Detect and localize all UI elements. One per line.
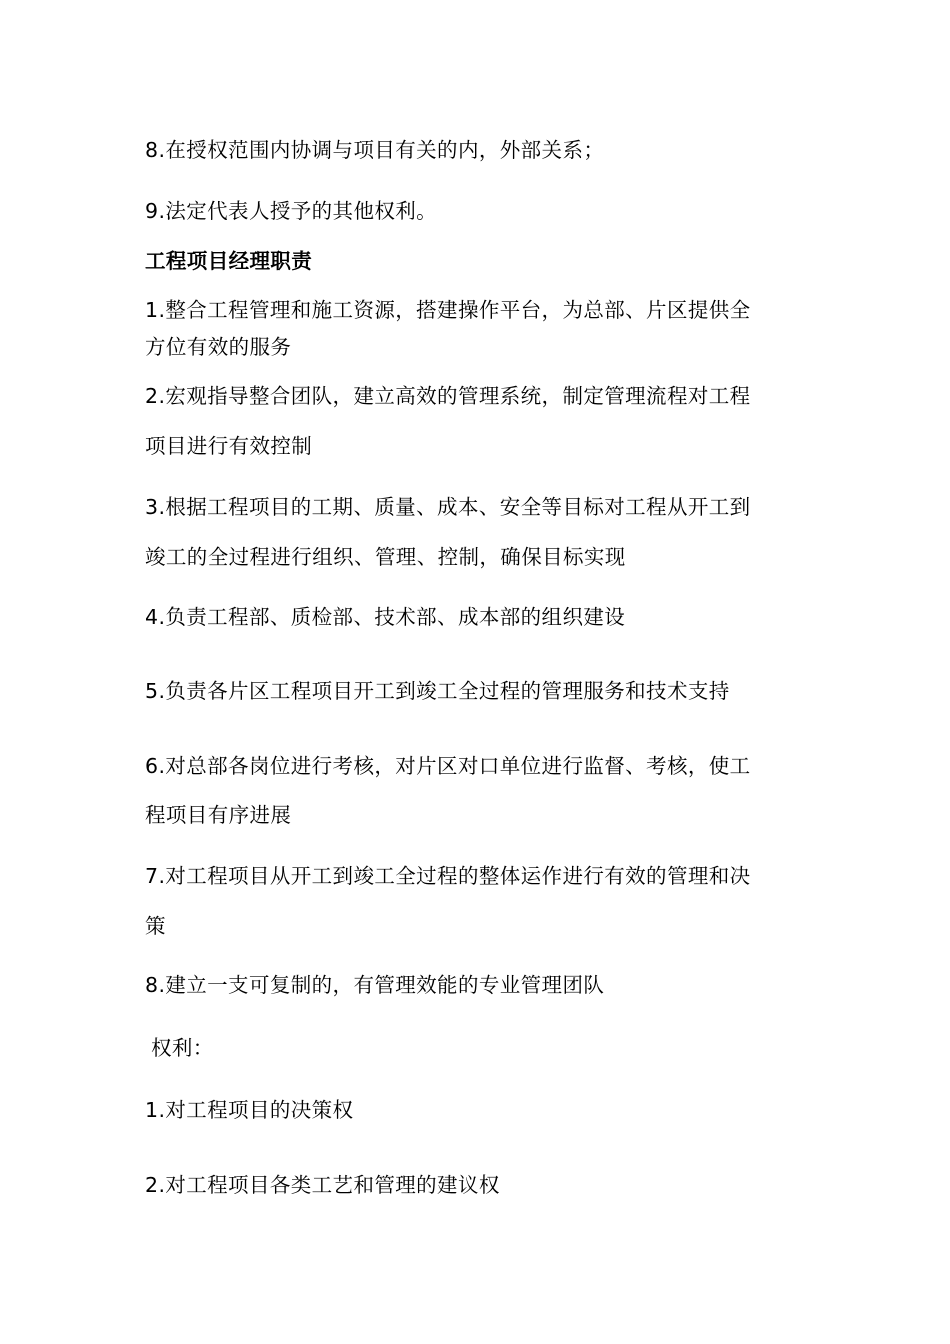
- text-line-duty-6-cont: 程项目有序进展: [145, 803, 292, 827]
- text-line-authority-9: 9.法定代表人授予的其他权利。: [145, 199, 438, 223]
- text-line-duty-5: 5.负责各片区工程项目开工到竣工全过程的管理服务和技术支持: [145, 679, 730, 703]
- text-line-authority-8: 8.在授权范围内协调与项目有关的内，外部关系；: [145, 138, 605, 162]
- text-line-duty-3: 3.根据工程项目的工期、质量、成本、安全等目标对工程从开工到: [145, 495, 751, 519]
- text-line-duty-3-cont: 竣工的全过程进行组织、管理、控制，确保目标实现: [145, 545, 626, 569]
- section-label-rights: 权利：: [151, 1036, 214, 1060]
- text-line-duty-7: 7.对工程项目从开工到竣工全过程的整体运作进行有效的管理和决: [145, 864, 751, 888]
- text-line-duty-2: 2.宏观指导整合团队，建立高效的管理系统，制定管理流程对工程: [145, 384, 751, 408]
- text-line-duty-7-cont: 策: [145, 914, 166, 938]
- text-line-duty-8: 8.建立一支可复制的，有管理效能的专业管理团队: [145, 973, 605, 997]
- text-line-duty-1-cont: 方位有效的服务: [145, 335, 292, 359]
- text-line-right-1: 1.对工程项目的决策权: [145, 1098, 354, 1122]
- text-line-right-2: 2.对工程项目各类工艺和管理的建议权: [145, 1173, 500, 1197]
- text-line-duty-4: 4.负责工程部、质检部、技术部、成本部的组织建设: [145, 605, 626, 629]
- text-line-duty-1: 1.整合工程管理和施工资源，搭建操作平台，为总部、片区提供全: [145, 298, 751, 322]
- section-heading-responsibilities: 工程项目经理职责: [145, 249, 313, 273]
- text-line-duty-2-cont: 项目进行有效控制: [145, 434, 313, 458]
- text-line-duty-6: 6.对总部各岗位进行考核，对片区对口单位进行监督、考核，使工: [145, 754, 751, 778]
